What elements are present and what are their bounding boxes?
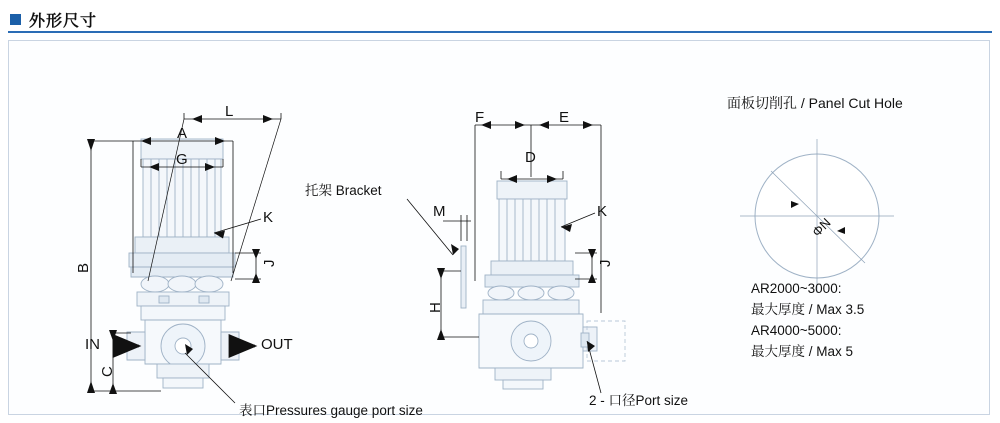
dim-label-H: H	[427, 302, 444, 313]
panel-cut-specs	[751, 279, 864, 363]
dim-label-K-side: K	[597, 203, 608, 220]
diagram-panel	[8, 40, 990, 418]
spec-line-2: 最大厚度 / Max 3.5	[751, 301, 865, 317]
dim-label-E: E	[559, 109, 570, 126]
dim-label-M: M	[433, 203, 446, 220]
dim-label-J-front: J	[261, 259, 278, 267]
dim-label-C: C	[99, 366, 116, 377]
panel-cut-diameter-label: ΦN	[809, 215, 834, 240]
port-label-in: IN	[85, 336, 100, 353]
dim-label-B: B	[75, 262, 92, 273]
section-header	[10, 8, 97, 31]
page-title: 外形尺寸	[29, 13, 98, 30]
bullet-square-icon	[10, 14, 21, 25]
callout-gauge-port: 表口Pressures gauge port size	[239, 403, 423, 418]
panel-cut-title: 面板切削孔 / Panel Cut Hole	[727, 95, 903, 111]
callout-bracket: 托架 Bracket	[305, 183, 382, 198]
dim-label-G: G	[176, 151, 188, 168]
dim-label-J-side: J	[597, 259, 614, 267]
dim-label-L: L	[225, 103, 234, 120]
spec-line-4: 最大厚度 / Max 5	[751, 343, 854, 359]
dim-label-D: D	[525, 149, 536, 166]
dim-label-A: A	[177, 125, 188, 142]
dim-label-K-front: K	[263, 209, 274, 226]
dim-label-F: F	[475, 109, 485, 126]
spec-line-1: AR2000~3000:	[751, 281, 842, 296]
header-divider	[8, 31, 992, 33]
port-label-out: OUT	[261, 336, 293, 353]
spec-line-3: AR4000~5000:	[751, 322, 842, 338]
callout-port-size: 2 - 口径Port size	[589, 393, 689, 408]
